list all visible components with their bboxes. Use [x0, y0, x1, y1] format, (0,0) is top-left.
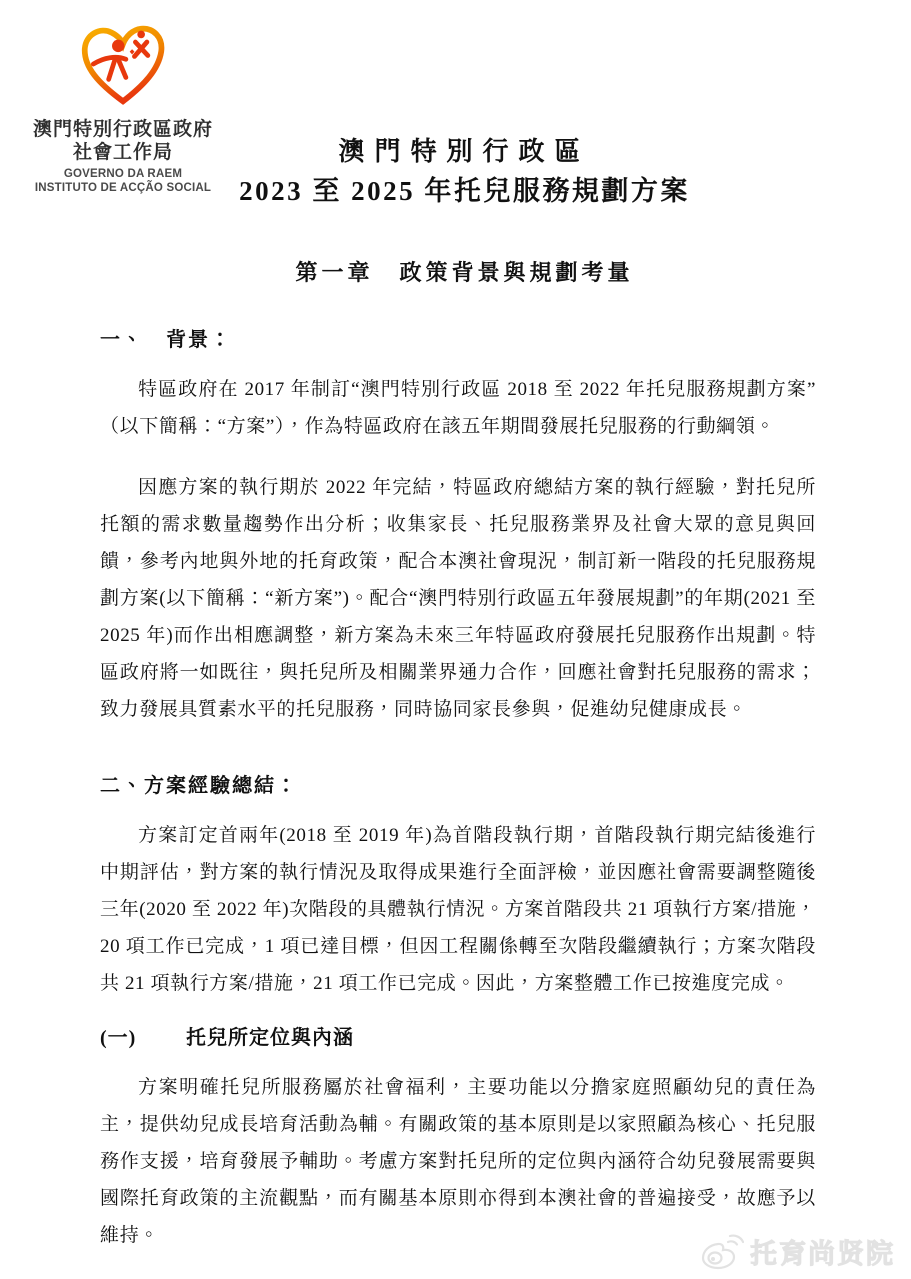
document-title-line1: 澳門特別行政區: [338, 137, 591, 166]
section-2-paragraph-1: 方案訂定首兩年(2018 至 2019 年)為首階段執行期，首階段執行期完結後進行中期評估，對方案的執行情況及取得成果進行全面評檢，並因應社會需要調整隨後三年(2020 至 2022 年)次階段的具體執行情況。方案首階段共 21 項執行方案/措施，20 項工作已完成，1 項已達目標，但因工程關係轉至次階段繼續執行；方案次階段共 21 項執行方案/措施，21 項工作已完成。因此，方案整體工作已按進度完成。: [100, 825, 816, 994]
title-block: [0, 136, 911, 287]
section-1-paragraph-2: 因應方案的執行期於 2022 年完結，特區政府總結方案的執行經驗，對托兒所托額的需求數量趨勢作出分析；收集家長、托兒服務業界及社會大眾的意見與回饋，參考內地與外地的托育政策，配合本澳社會現況，制訂新一階段的托兒服務規劃方案(以下簡稱：“新方案”)。配合“澳門特別行政區五年發展規劃”的年期(2021 至 2025 年)而作出相應調整，新方案為未來三年特區政府發展托兒服務作出規劃。特區政府將一如既往，與托兒所及相關業界通力合作，回應社會對托兒服務的需求；致力發展具質素水平的托兒服務，同時協同家長參與，促進幼兒健康成長。: [100, 477, 816, 720]
heart-figures-logo-icon: [75, 22, 171, 108]
subsection-1-number: (一): [100, 1027, 137, 1049]
chapter-heading: 第一章 政策背景與規劃考量: [295, 260, 634, 285]
section-1-heading: 一、 背景：: [100, 329, 232, 351]
org-name-pt-line2: INSTITUTO DE ACÇÃO SOCIAL: [34, 182, 212, 194]
document-body: [100, 322, 816, 1254]
watermark-text: 托育尚贤院: [750, 1239, 895, 1269]
org-name-zh-line2: 社會工作局: [72, 142, 173, 163]
subsection-1-heading: [100, 1020, 816, 1057]
weibo-icon: [700, 1234, 744, 1270]
org-name-pt-line1: GOVERNO DA RAEM: [63, 168, 183, 180]
subsection-1-paragraph-1: 方案明確托兒所服務屬於社會福利，主要功能以分擔家庭照顧幼兒的責任為主，提供幼兒成長培育活動為輔。有關政策的基本原則是以家照顧為核心、托兒服務作支援，培育發展予輔助。考慮方案對托兒所的定位與內涵符合幼兒發展需要與國際托育政策的主流觀點，而有關基本原則亦得到本澳社會的普遍接受，故應予以維持。: [100, 1077, 816, 1246]
org-name-zh-line1: 澳門特別行政區政府: [32, 119, 213, 140]
subsection-1-title: 托兒所定位與內涵: [186, 1027, 354, 1049]
document-title-line2: 2023 至 2025 年托兒服務規劃方案: [239, 176, 690, 206]
section-2-heading: 二、方案經驗總結：: [100, 775, 298, 797]
watermark: [700, 1232, 895, 1271]
section-1-paragraph-1: 特區政府在 2017 年制訂“澳門特別行政區 2018 至 2022 年托兒服務規劃方案”（以下簡稱：“方案”），作為特區政府在該五年期間發展托兒服務的行動綱領。: [100, 379, 816, 437]
